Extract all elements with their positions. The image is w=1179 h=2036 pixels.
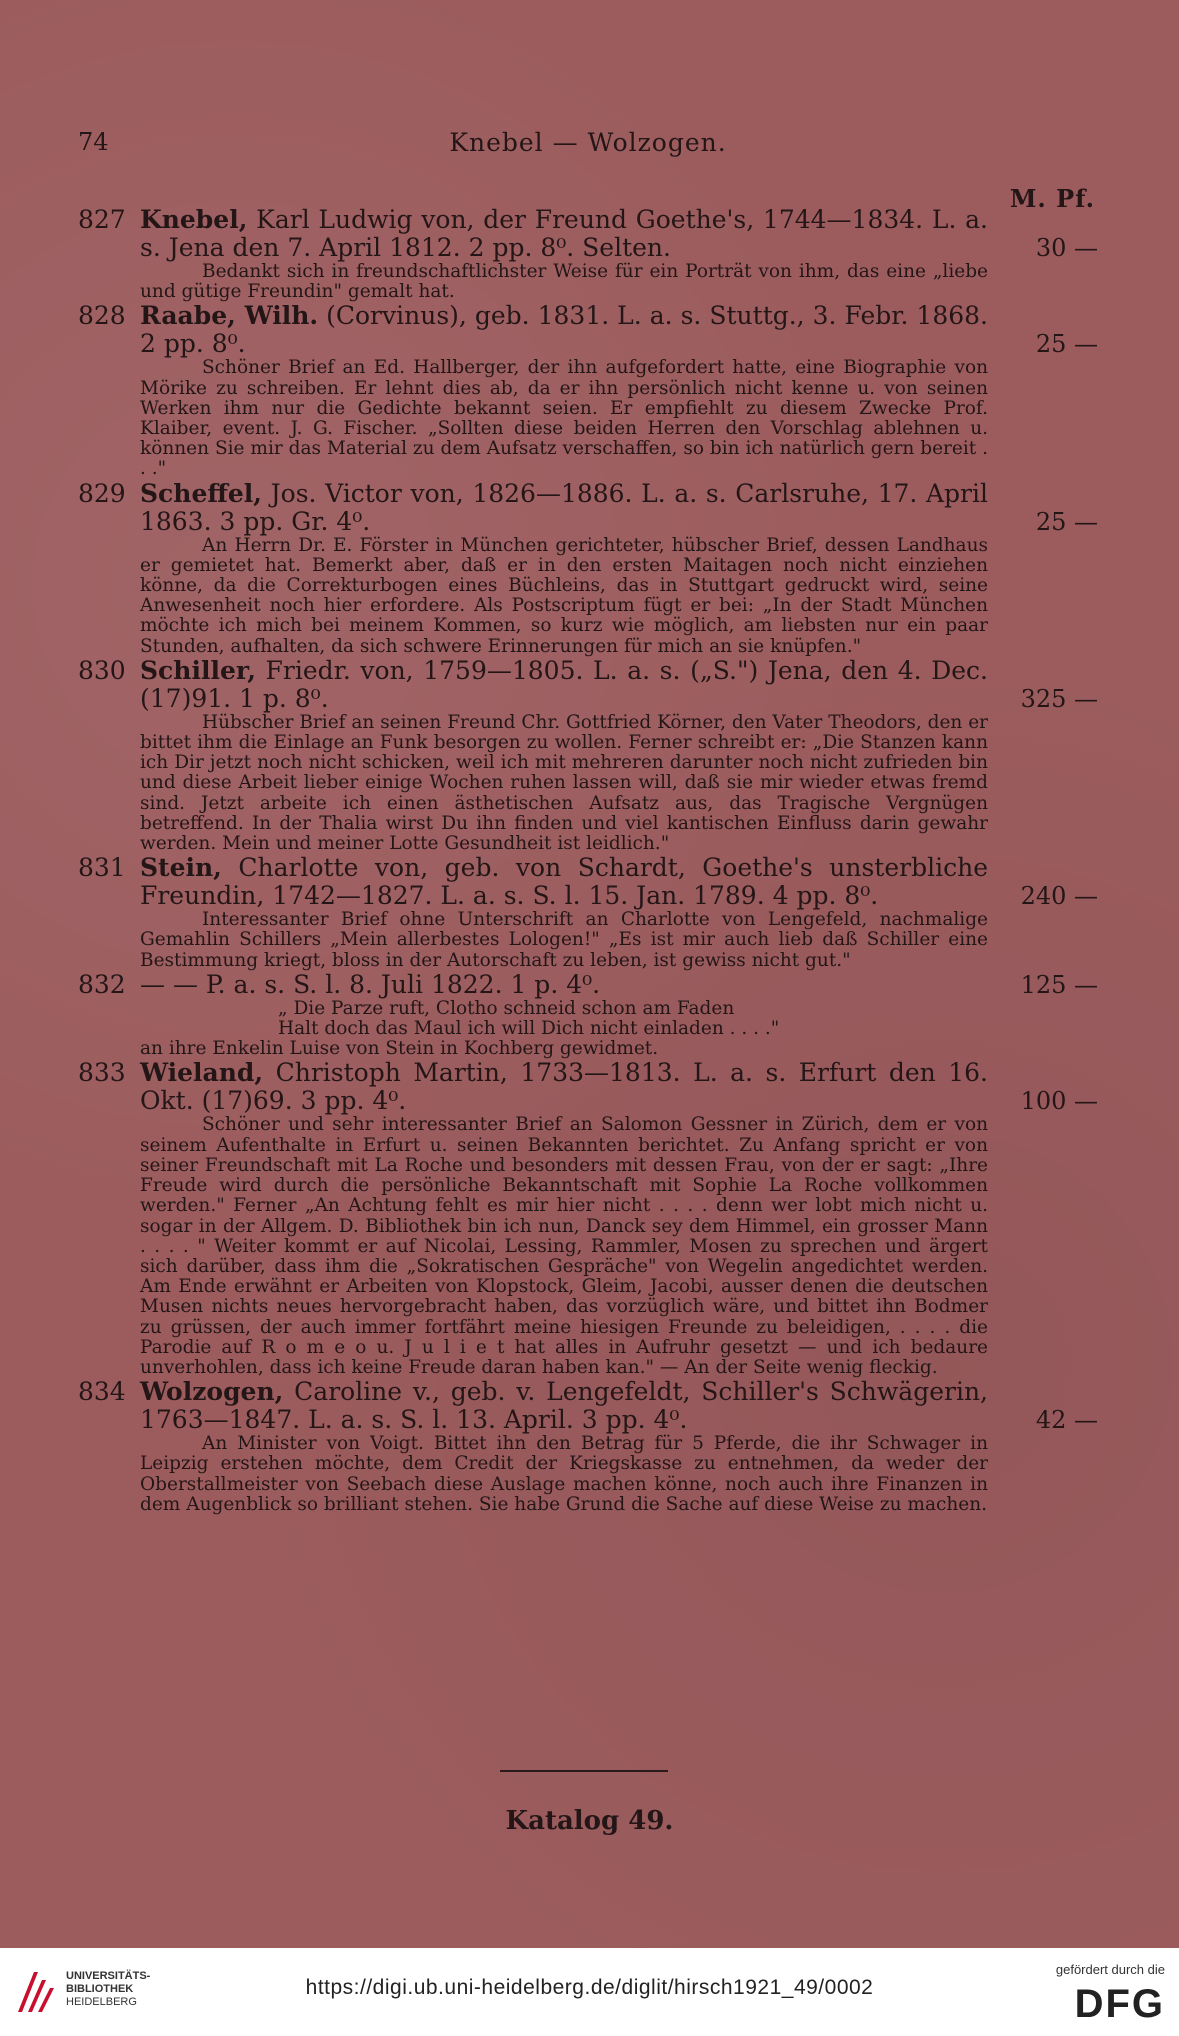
catalog-entry bbox=[78, 971, 1098, 1060]
price: 125 — bbox=[1020, 970, 1098, 999]
item-description: — — P. a. s. S. l. 8. Juli 1822. 1 p. 4⁰. bbox=[140, 969, 601, 999]
author-name: Knebel, bbox=[140, 205, 248, 234]
item-description: Friedr. von, 1759—1805. L. a. s. („S.") Jena, den 4. Dec. (17)91. 1 p. 8⁰. bbox=[140, 655, 988, 713]
library-name-line: HEIDELBERG bbox=[66, 1996, 137, 2008]
author-name: Wolzogen, bbox=[140, 1377, 284, 1407]
entry-heading bbox=[78, 1059, 1098, 1115]
verse-line: „ Die Parze ruft, Clotho schneid schon am Faden bbox=[278, 997, 735, 1019]
entry-heading bbox=[78, 1378, 1098, 1434]
entry-heading bbox=[78, 971, 1098, 999]
author-name: Stein, bbox=[140, 853, 222, 883]
item-note: Bedankt sich in freundschaftlichster Weise für ein Porträt von ihm, das eine „liebe und gütige Freundin" gemalt hat. bbox=[140, 261, 988, 303]
item-description: Charlotte von, geb. von Schardt, Goethe's unsterbliche Freundin, 1742—1827. L. a. s. S. l. 15. Jan. 1789. 4 pp. 8⁰. bbox=[140, 853, 988, 911]
entry-heading bbox=[78, 657, 1098, 713]
catalog-entry bbox=[78, 302, 1098, 479]
entry-heading bbox=[78, 206, 1098, 262]
author-name: Wieland, bbox=[140, 1058, 264, 1088]
catalog-entry bbox=[78, 1059, 1098, 1378]
item-description: Caroline v., geb. v. Lengefeldt, Schiller's Schwägerin, 1763—1847. L. a. s. S. l. 13. April. 3 pp. 4⁰. bbox=[140, 1377, 988, 1435]
item-note: Interessanter Brief ohne Unterschrift an Charlotte von Lengefeld, nachmalige Gemahlin Schillers „Mein allerbestes Lologen!" „Es ist mir auch lieb daß Schiller eine Bestimmung kriegt, bloss in der Autorschaft zu leben, ist gewiss nicht gut." bbox=[140, 909, 988, 971]
price: 42 — bbox=[1035, 1406, 1098, 1435]
catalog-label: Katalog 49. bbox=[505, 1806, 674, 1836]
item-note: An Minister von Voigt. Bittet ihn den Betrag für 5 Pferde, die ihr Schwager in Leipzig erstehen möchte, dem Credit der Kriegskasse zu entnehmen, da weder der Oberstallmeister von Seebach diese Auslage machen könne, noch auch ihre Finanzen in dem Augenblick so brilliant stehen. Sie habe Grund die Sache auf diese Weise zu machen. bbox=[140, 1433, 988, 1515]
entry-heading bbox=[78, 480, 1098, 536]
price: 30 — bbox=[1035, 234, 1098, 262]
lot-number: 827 bbox=[78, 205, 126, 234]
lot-number: 829 bbox=[78, 478, 126, 508]
item-note: Hübscher Brief an seinen Freund Chr. Gottfried Körner, den Vater Theodors, den er bittet ihm die Einlage an Funk besorgen zu wollen. Ferner schreibt er: „Die Stanzen kann ich Dir jetzt noch nicht schicken, weil ich mit mehreren darunter noch nicht zufrieden bin und diese Arbeit lieber einige Wochen ruhen lassen will, daß sie mir wieder etwas fremd sind. Jetzt arbeite ich einen ästhetischen Aufsatz aus, das Tragische Vergnügen betreffend. In der Thalia wirst Du ihn finden und viel kantischen Einfluss darin gewahr werden. Mein und meiner Lotte Gesundheit ist leidlich." bbox=[140, 711, 989, 855]
item-description: Jos. Victor von, 1826—1886. L. a. s. Carlsruhe, 17. April 1863. 3 pp. Gr. 4⁰. bbox=[140, 478, 988, 536]
item-description: (Corvinus), geb. 1831. L. a. s. Stuttg., 3. Febr. 1868. 2 pp. 8⁰. bbox=[140, 301, 988, 359]
catalog-entry bbox=[78, 1378, 1098, 1515]
funding-caption: gefördert durch die bbox=[1055, 1962, 1165, 1977]
item-note: an ihre Enkelin Luise von Stein in Kochberg gewidmet. bbox=[140, 1038, 659, 1060]
section-rule bbox=[500, 1770, 668, 1772]
author-name: Scheffel, bbox=[140, 478, 262, 508]
entry-heading bbox=[78, 854, 1098, 910]
price: 25 — bbox=[1035, 330, 1098, 359]
catalog-entry bbox=[78, 206, 1098, 302]
currency-header: M. Pf. bbox=[1009, 184, 1095, 213]
lot-number: 834 bbox=[78, 1377, 126, 1407]
dfg-logo: DFG bbox=[1074, 1982, 1165, 2026]
catalog-entry bbox=[78, 480, 1098, 657]
lot-number: 832 bbox=[78, 969, 126, 999]
entry-heading bbox=[78, 302, 1098, 358]
running-title: Knebel — Wolzogen. bbox=[449, 128, 727, 157]
item-note: An Herrn Dr. E. Förster in München gerichteter, hübscher Brief, dessen Landhaus er gemietet hat. Bemerkt aber, daß er in den ersten Maitagen noch nicht einziehen könne, da die Correkturbogen eines Büchleins, das in Stuttgart gedruckt wird, seine Anwesenheit noch hier erfordere. Als Postscriptum fügt er bei: „In der Stadt München möchte ich mich bei meinem Kommen, so kurz wie möglich, am liebsten nur ein paar Stunden, aufhalten, da sich schwere Erinnerungen für mich an sie knüpfen." bbox=[140, 534, 988, 657]
author-name: Raabe, Wilh. bbox=[140, 301, 319, 331]
price: 100 — bbox=[1020, 1087, 1098, 1116]
running-head bbox=[78, 128, 1098, 164]
lot-number: 833 bbox=[78, 1058, 126, 1088]
item-description: Karl Ludwig von, der Freund Goethe's, 1744—1834. L. a. s. Jena den 7. April 1812. 2 pp. 8⁰. Selten. bbox=[140, 205, 988, 262]
item-description: Christoph Martin, 1733—1813. L. a. s. Erfurt den 16. Okt. (17)69. 3 pp. 4⁰. bbox=[140, 1058, 989, 1116]
lot-number: 830 bbox=[78, 655, 126, 685]
lot-number: 828 bbox=[78, 301, 126, 331]
catalog-entries bbox=[78, 206, 1098, 1515]
lot-number: 831 bbox=[78, 853, 126, 883]
price: 25 — bbox=[1035, 507, 1098, 536]
author-name: Schiller, bbox=[140, 655, 256, 685]
permalink-url[interactable]: https://digi.ub.uni-heidelberg.de/diglit/hirsch1921_49/0002 bbox=[305, 1976, 874, 1999]
price: 240 — bbox=[1020, 882, 1098, 911]
catalog-entry bbox=[78, 854, 1098, 971]
verse-line: Halt doch das Maul ich will Dich nicht einladen . . . ." bbox=[278, 1018, 780, 1040]
item-note: Schöner Brief an Ed. Hallberger, der ihn aufgefordert hatte, eine Biographie von Mörike zu schreiben. Er lehnt dies ab, da er ihn persönlich nicht kenne u. von seinen Werken ihm nur die Gedichte bekannt seien. Er empfiehlt zu diesem Zwecke Prof. Klaiber, event. J. G. Fischer. „Sollten diese beiden Herren den Vorschlag ablehnen u. können Sie mir das Material zu dem Aufsatz verschaffen, so bin ich natürlich gern bereit . . ." bbox=[140, 357, 988, 480]
library-name-line: UNIVERSITÄTS- bbox=[66, 1970, 151, 1982]
item-note: Schöner und sehr interessanter Brief an Salomon Gessner in Zürich, dem er von seinem Aufenthalte in Erfurt u. seinen Bekannten berichtet. Zu Anfang spricht er von seiner Freundschaft mit La Roche und besonders mit dessen Frau, von der er sagt: „Ihre Freude wird durch die persönliche Bekanntschaft mit Sophie La Roche vollkommen werden." Ferner „An Achtung fehlt es mir hier nicht . . . . denn wer lobt mich nicht u. sogar in der Allgem. D. Bibliothek bin ich nun, Danck sey dem Himmel, ein grosser Mann . . . . " Weiter kommt er auf Nicolai, Lessing, Rammler, Mosen zu sprechen und ärgert sich darüber, dass ihm die „Sokratischen Gespräche" von Wegelin angedichtet werden. Am Ende erwähnt er Arbeiten von Klopstock, Gleim, Jacobi, ausser denen die deutschen Musen nichts neues hervorgebracht haben, das vorzüglich wäre, und bittet ihn Bodmer zu grüssen, der auch immer fortfährt meine hiesigen Freunde zu beleidigen, . . . . die Parodie auf R o m e o u. J u l i e t hat alles in Aufruhr gesetzt — und ich bedaure unverhohlen, dass ich keine Freude daran haben kan." — An der Seite wenig fleckig. bbox=[140, 1114, 988, 1378]
library-name-line: BIBLIOTHEK bbox=[66, 1983, 134, 1995]
catalog-entry bbox=[78, 657, 1098, 854]
page-number: 74 bbox=[78, 128, 109, 156]
viewer-footer bbox=[0, 1948, 1179, 2036]
price: 325 — bbox=[1020, 684, 1098, 713]
